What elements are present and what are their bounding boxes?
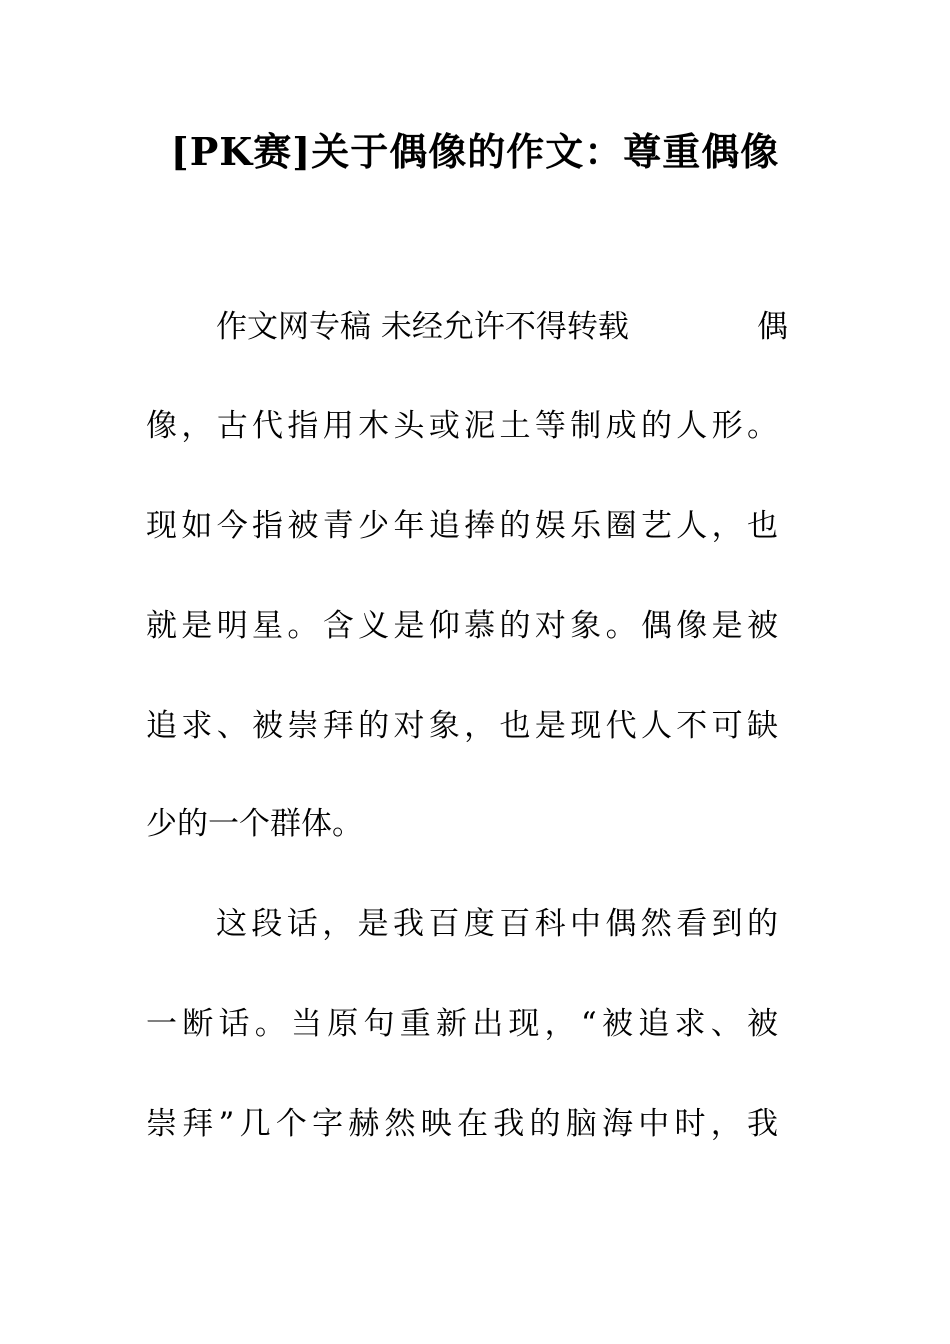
paragraph-line-7-text: 这段话，是我百度百科中偶然看到的 — [216, 906, 783, 942]
paragraph-line-8-text: 一断话。当原句重新出现，“被追求、被 — [146, 1006, 784, 1042]
paragraph-line-8 — [146, 1000, 784, 1048]
paragraph-line-3-text: 现如今指被青少年追捧的娱乐圈艺人，也 — [146, 508, 783, 544]
paragraph-line-6 — [146, 800, 363, 848]
paragraph-line-5-text: 追求、被崇拜的对象，也是现代人不可缺 — [146, 708, 783, 744]
paragraph-line-4-text: 就是明星。含义是仰慕的对象。偶像是被 — [146, 608, 783, 644]
paragraph-line-1 — [216, 303, 788, 351]
document-title: [PK赛]关于偶像的作文：尊重偶像 — [170, 129, 780, 174]
paragraph-line-9 — [146, 1100, 784, 1148]
paragraph-line-3 — [146, 502, 783, 550]
paragraph-line-2 — [146, 402, 783, 450]
paragraph-line-1-notice: 作文网专稿 未经允许不得转载 — [216, 309, 629, 345]
paragraph-line-9-text: 崇拜”几个字赫然映在我的脑海中时，我 — [146, 1106, 784, 1142]
paragraph-line-7 — [216, 900, 783, 948]
paragraph-line-4 — [146, 602, 783, 650]
paragraph-line-5 — [146, 702, 783, 750]
paragraph-line-2-text: 像，古代指用木头或泥土等制成的人形。 — [146, 408, 783, 444]
paragraph-line-1-end: 偶 — [757, 309, 788, 345]
paragraph-line-6-text: 少的一个群体。 — [146, 806, 363, 842]
